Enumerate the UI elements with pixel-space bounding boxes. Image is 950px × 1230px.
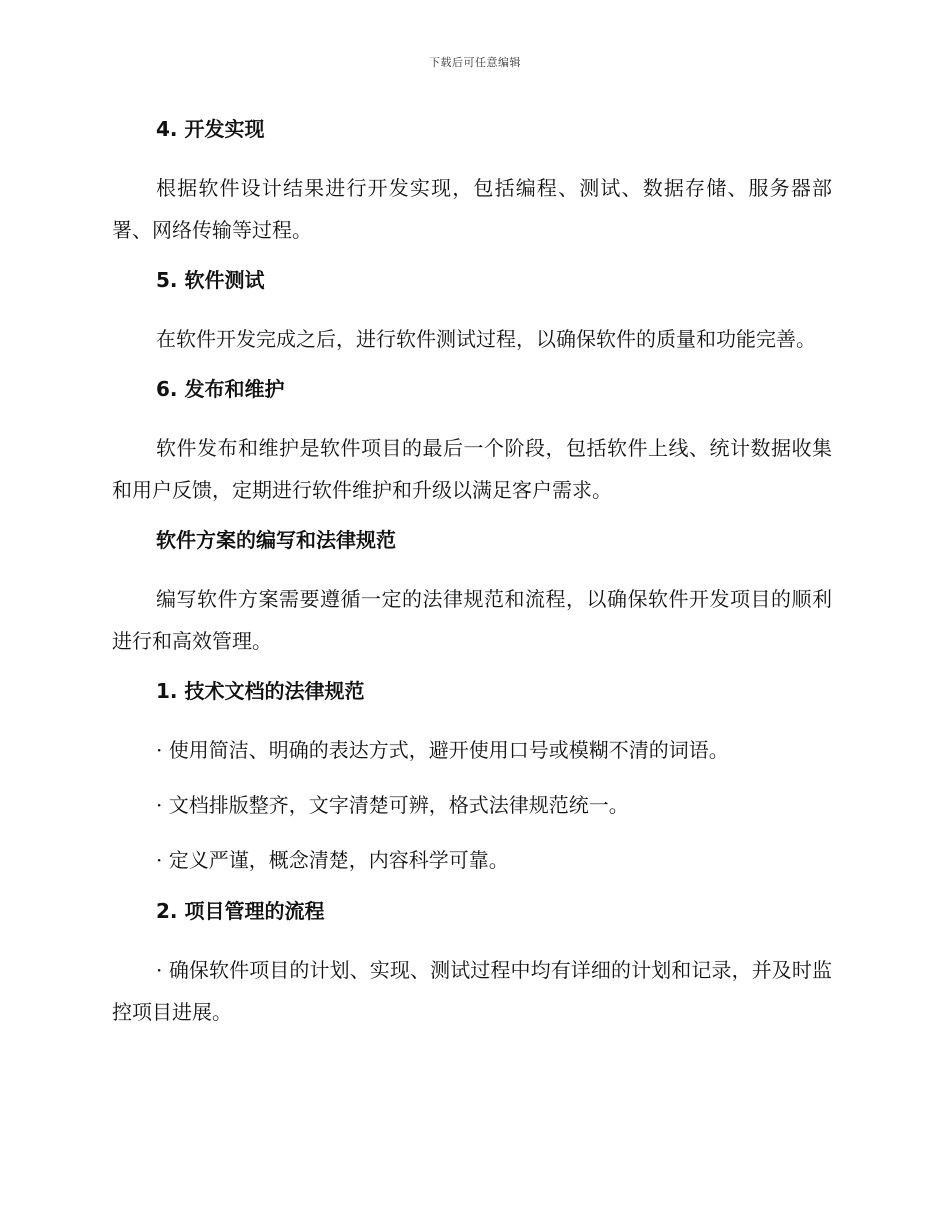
section-heading-testing: 5. 软件测试 bbox=[156, 268, 265, 292]
section-heading-development: 4. 开发实现 bbox=[156, 117, 265, 141]
section-paragraph-legal: 编写软件方案需要遵循一定的法律规范和流程，以确保软件开发项目的顺利进行和高效管理。 bbox=[112, 587, 832, 653]
document-body bbox=[112, 112, 832, 1045]
section-paragraph-testing: 在软件开发完成之后，进行软件测试过程，以确保软件的质量和功能完善。 bbox=[156, 327, 816, 351]
list-item: · 定义严谨，概念清楚，内容科学可靠。 bbox=[156, 848, 509, 872]
list-item: · 文档排版整齐，文字清楚可辨，格式法律规范统一。 bbox=[156, 793, 629, 817]
list-item: · 确保软件项目的计划、实现、测试过程中均有详细的计划和记录，并及时监控项目进展。 bbox=[112, 958, 832, 1024]
section-heading-release: 6. 发布和维护 bbox=[156, 377, 285, 401]
section-paragraph-release: 软件发布和维护是软件项目的最后一个阶段，包括软件上线、统计数据收集和用户反馈，定期进行软件维护和升级以满足客户需求。 bbox=[112, 436, 832, 502]
list-item: · 使用简洁、明确的表达方式，避开使用口号或模糊不清的词语。 bbox=[156, 738, 729, 762]
section-paragraph-development: 根据软件设计结果进行开发实现，包括编程、测试、数据存储、服务器部署、网络传输等过程。 bbox=[112, 176, 832, 242]
section-heading-project-management: 2. 项目管理的流程 bbox=[156, 899, 325, 923]
page-header: 下载后可任意编辑 bbox=[429, 56, 521, 69]
section-heading-tech-docs: 1. 技术文档的法律规范 bbox=[156, 679, 365, 703]
section-heading-legal: 软件方案的编写和法律规范 bbox=[156, 528, 396, 552]
